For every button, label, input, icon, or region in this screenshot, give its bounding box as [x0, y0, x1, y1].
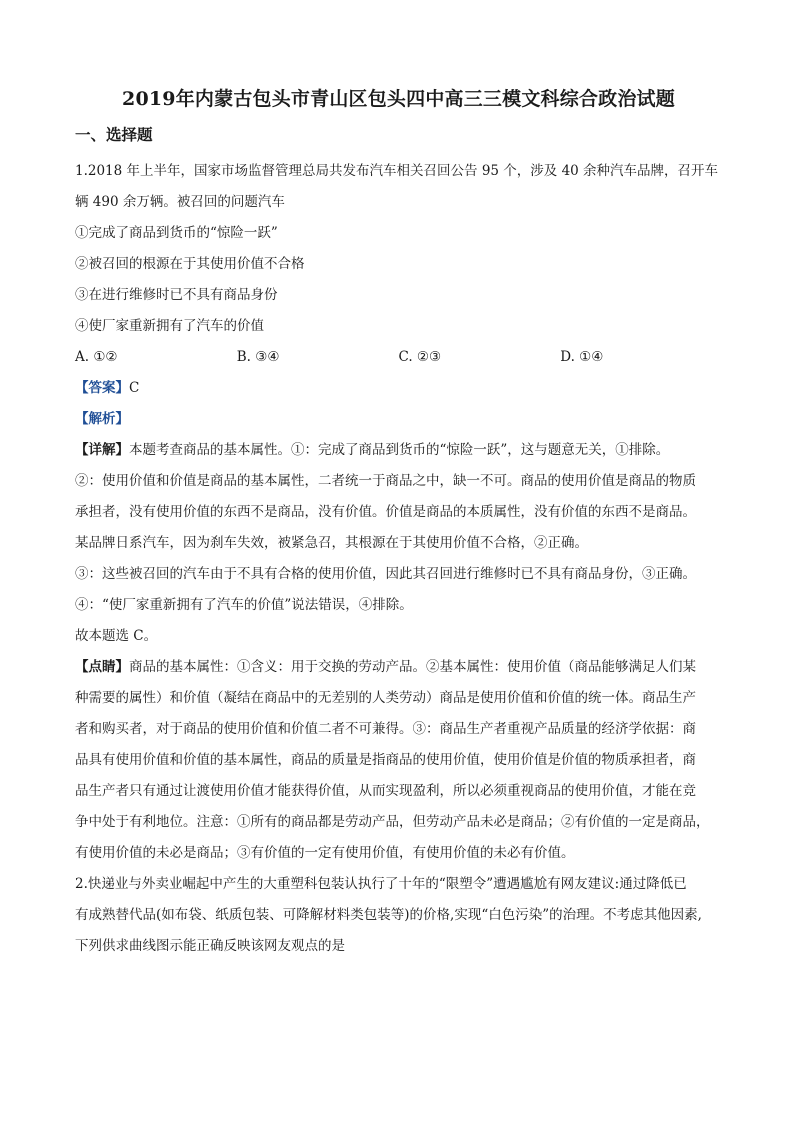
tip-label: 【点睛】	[75, 659, 129, 675]
page-title: 2019年内蒙古包头市青山区包头四中高三三模文科综合政治试题	[122, 88, 675, 110]
question-1-stem-line-1: 1.2018 年上半年，国家市场监督管理总局共发布汽车相关召回公告 95 个，涉及 40 余种汽车品牌，召开车	[75, 163, 719, 179]
section-heading: 一、选择题	[75, 125, 153, 144]
question-2-stem-line-2: 有成熟替代品(如布袋、纸质包装、可降解材料类包装等)的价格,实现“白色污染”的治理。不考虑其他因素,	[75, 907, 702, 923]
analysis-line	[75, 404, 722, 435]
tip-line-2: 种需要的属性）和价值（凝结在商品中的无差别的人类劳动）商品是使用价值和价值的统一体。商品生产	[75, 690, 696, 706]
answer-value: C	[129, 380, 140, 396]
question-2	[75, 869, 722, 962]
detail-line-3: 承担者，没有使用价值的东西不是商品，没有价值。价值是商品的本质属性，没有价值的东西不是商品。	[75, 504, 696, 520]
detail-line-7: 故本题选 C。	[75, 628, 158, 644]
tip-line-1	[75, 652, 722, 683]
tip-line-3: 者和购买者，对于商品的使用价值和价值二者不可兼得。③：商品生产者重视产品质量的经济学依据：商	[75, 721, 696, 737]
detail-line-5: ③：这些被召回的汽车由于不具有合格的使用价值，因此其召回进行维修时已不具有商品身份，③正确。	[75, 566, 696, 582]
tip-text-1: 商品的基本属性：①含义：用于交换的劳动产品。②基本属性：使用价值（商品能够满足人们某	[129, 659, 696, 675]
statement-3: ③在进行维修时已不具有商品身份	[75, 287, 278, 303]
question-2-stem-line-3: 下列供求曲线图示能正确反映该网友观点的是	[75, 938, 345, 954]
detail-line-6: ④：“使厂家重新拥有了汽车的价值”说法错误，④排除。	[75, 597, 413, 613]
statement-1: ①完成了商品到货币的“惊险一跃”	[75, 225, 278, 241]
statement-4: ④使厂家重新拥有了汽车的价值	[75, 318, 264, 334]
option-d: D. ①④	[560, 349, 604, 365]
detail-text-1: 本题考查商品的基本属性。①：完成了商品到货币的“惊险一跃”，这与题意无关，①排除。	[129, 442, 670, 458]
analysis-label: 【解析】	[75, 411, 129, 427]
question-2-stem-line-1: 2.快递业与外卖业崛起中产生的大重塑科包装认执行了十年的“限塑令”遭遇尴尬有网友建议:通过降低已	[75, 876, 687, 892]
detail-line-1	[75, 435, 722, 466]
tip-line-5: 品生产者只有通过让渡使用价值才能获得价值，从而实现盈利，所以必须重视商品的使用价值，才能在竞	[75, 783, 696, 799]
option-a: A. ①②	[75, 349, 118, 365]
detail-label: 【详解】	[75, 442, 129, 458]
answer-label: 【答案】	[75, 380, 129, 396]
detail-line-2: ②：使用价值和价值是商品的基本属性，二者统一于商品之中，缺一不可。商品的使用价值是商品的物质	[75, 473, 696, 489]
answer-line	[75, 373, 722, 404]
tip-line-6: 争中处于有利地位。注意：①所有的商品都是劳动产品，但劳动产品未必是商品；②有价值的一定是商品，	[75, 814, 710, 830]
option-b: B. ③④	[236, 349, 280, 365]
tip-line-7: 有使用价值的未必是商品；③有价值的一定有使用价值，有使用价值的未必有价值。	[75, 845, 575, 861]
statement-2: ②被召回的根源在于其使用价值不合格	[75, 256, 305, 272]
tip-line-4: 品具有使用价值和价值的基本属性，商品的质量是指商品的使用价值，使用价值是价值的物质承担者，商	[75, 752, 696, 768]
question-1	[75, 156, 722, 869]
question-1-stem-line-2: 辆 490 余万辆。被召回的问题汽车	[75, 194, 285, 210]
answer-options	[75, 342, 722, 373]
detail-line-4: 某品牌日系汽车，因为刹车失效，被紧急召，其根源在于其使用价值不合格，②正确。	[75, 535, 588, 551]
option-c: C. ②③	[398, 349, 442, 365]
